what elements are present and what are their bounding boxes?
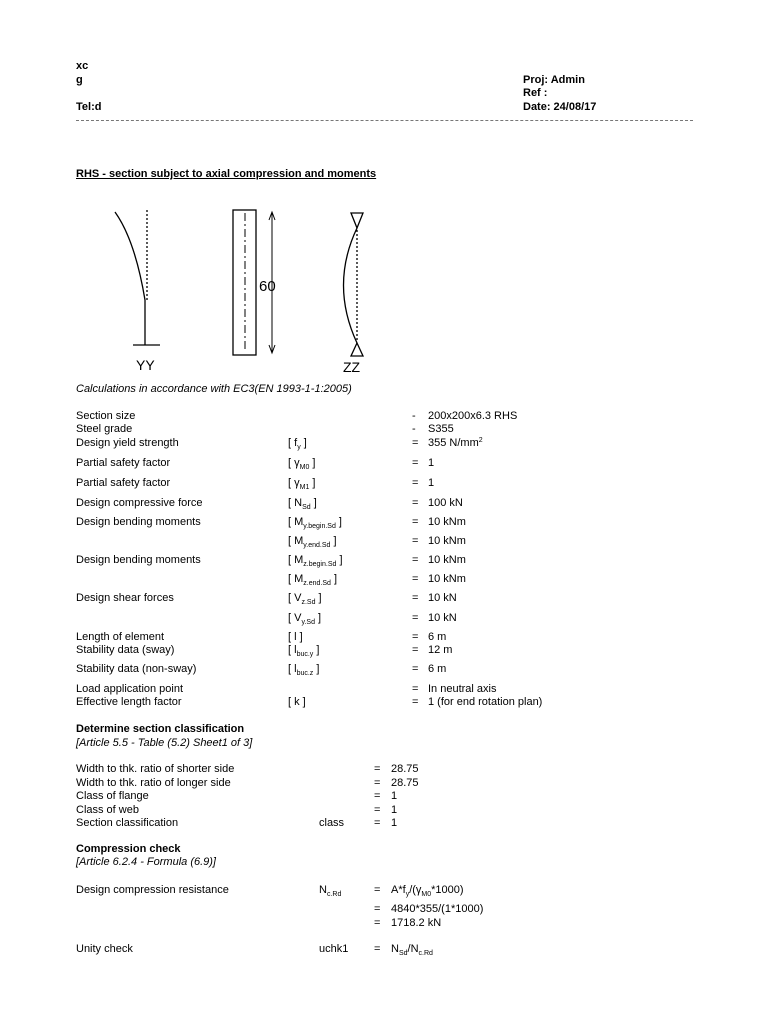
input-label: Load application point [76, 683, 184, 695]
classification-label: Width to thk. ratio of longer side [76, 777, 231, 789]
classification-symbol: class [319, 817, 345, 829]
member-diagram [0, 0, 768, 400]
classification-ref: [Article 5.5 - Table (5.2) Sheet1 of 3] [76, 737, 253, 749]
input-value: S355 [428, 423, 454, 435]
resistance-symbol: $N_{c.Rd}$ [319, 884, 342, 898]
input-value: 200x200x6.3 RHS [428, 410, 518, 422]
resistance-substituted: 4840*355/(1*1000) [391, 903, 484, 915]
input-separator: = [412, 497, 419, 509]
input-symbol: [ $l_{buc.z}$ ] [288, 663, 320, 677]
company-line2: g [76, 74, 83, 86]
compression-heading: Compression check [76, 843, 181, 855]
classification-eq: = [374, 790, 381, 802]
input-label: Length of element [76, 631, 165, 643]
classification-heading: Determine section classification [76, 723, 245, 735]
resistance-result: 1718.2 kN [391, 917, 442, 929]
unity-label: Unity check [76, 943, 133, 955]
input-symbol: [ $\gamma_{M0}$ ] [288, 457, 316, 471]
input-label: Design bending moments [76, 554, 201, 566]
input-value: 100 kN [428, 497, 463, 509]
input-symbol: [ k ] [288, 696, 306, 708]
input-value: In neutral axis [428, 683, 497, 695]
zz-buckling-sketch [344, 213, 364, 356]
input-label: Section size [76, 410, 136, 422]
input-separator: = [412, 573, 419, 585]
classification-eq: = [374, 763, 381, 775]
input-label: Partial safety factor [76, 457, 171, 469]
input-separator: = [412, 612, 419, 624]
classification-value: 1 [391, 804, 398, 816]
length-label: 60 [259, 278, 276, 295]
input-value: 6 m [428, 663, 447, 675]
yy-axis-label: YY [136, 357, 155, 373]
company-line1: xc [76, 60, 89, 72]
input-symbol: [ $V_{y.Sd}$ ] [288, 612, 322, 626]
unity-symbol: uchk1 [319, 943, 349, 955]
input-symbol: [ $M_{y.end.Sd}$ ] [288, 535, 337, 549]
resistance-eq-3: = [374, 917, 381, 929]
input-separator: = [412, 457, 419, 469]
page-title: RHS - section subject to axial compression and moments [76, 168, 377, 180]
input-value: 10 kNm [428, 535, 466, 547]
input-separator: = [412, 535, 419, 547]
input-separator: - [412, 423, 416, 435]
input-label: Partial safety factor [76, 477, 171, 489]
input-label: Design yield strength [76, 437, 179, 449]
input-symbol: [ $V_{z.Sd}$ ] [288, 592, 322, 606]
input-label: Design shear forces [76, 592, 174, 604]
ref-line: Ref : [523, 87, 548, 99]
classification-label: Section classification [76, 817, 179, 829]
input-value: 1 [428, 477, 435, 489]
zz-axis-label: ZZ [343, 359, 361, 375]
classification-eq: = [374, 777, 381, 789]
resistance-formula: $A*f_y/(\gamma_{M0}*1000)$ [391, 884, 464, 898]
classification-value: 28.75 [391, 777, 419, 789]
input-separator: = [412, 644, 419, 656]
compression-ref: [Article 6.2.4 - Formula (6.9)] [76, 856, 216, 868]
input-label: Effective length factor [76, 696, 182, 708]
input-value: 10 kNm [428, 573, 466, 585]
input-value: 10 kN [428, 592, 457, 604]
input-separator: = [412, 477, 419, 489]
input-value: 10 kN [428, 612, 457, 624]
input-symbol: [ $N_{Sd}$ ] [288, 497, 317, 511]
input-symbol: [ $l_{buc.y}$ ] [288, 644, 320, 658]
input-label: Steel grade [76, 423, 133, 435]
yy-deflection-sketch [115, 210, 160, 345]
date-line: Date: 24/08/17 [523, 101, 597, 113]
unity-formula: $N_{Sd}/N_{c.Rd}$ [391, 943, 433, 957]
input-label: Design bending moments [76, 516, 201, 528]
input-separator: - [412, 410, 416, 422]
classification-label: Class of web [76, 804, 139, 816]
input-value: 355 $N/mm^2$ [428, 437, 483, 449]
classification-label: Width to thk. ratio of shorter side [76, 763, 235, 775]
input-value: 1 [428, 457, 435, 469]
classification-label: Class of flange [76, 790, 149, 802]
proj-line: Proj: Admin [523, 74, 585, 86]
classification-eq: = [374, 817, 381, 829]
input-separator: = [412, 554, 419, 566]
input-symbol: [ $f_y$ ] [288, 437, 307, 451]
reference-note: Calculations in accordance with EC3(EN 1993-1-1:2005) [76, 383, 352, 395]
input-separator: = [412, 592, 419, 604]
input-value: 6 m [428, 631, 447, 643]
input-symbol: [ $M_{z.begin.Sd}$ ] [288, 554, 343, 568]
input-separator: = [412, 696, 419, 708]
input-symbol: [ l ] [288, 631, 303, 643]
input-value: 10 kNm [428, 516, 466, 528]
input-separator: = [412, 683, 419, 695]
classification-value: 1 [391, 790, 398, 802]
classification-value: 28.75 [391, 763, 419, 775]
classification-value: 1 [391, 817, 398, 829]
tel-line: Tel:d [76, 101, 102, 113]
input-symbol: [ $M_{y.begin.Sd}$ ] [288, 516, 342, 530]
input-label: Stability data (sway) [76, 644, 175, 656]
resistance-label: Design compression resistance [76, 884, 229, 896]
input-symbol: [ $\gamma_{M1}$ ] [288, 477, 316, 491]
input-label: Design compressive force [76, 497, 203, 509]
input-separator: = [412, 516, 419, 528]
input-separator: = [412, 437, 419, 449]
input-separator: = [412, 663, 419, 675]
classification-eq: = [374, 804, 381, 816]
input-value: 1 (for end rotation plan) [428, 696, 543, 708]
input-label: Stability data (non-sway) [76, 663, 197, 675]
resistance-eq-1: = [374, 884, 381, 896]
input-value: 10 kNm [428, 554, 466, 566]
input-separator: = [412, 631, 419, 643]
input-value: 12 m [428, 644, 453, 656]
input-symbol: [ $M_{z.end.Sd}$ ] [288, 573, 338, 587]
resistance-eq-2: = [374, 903, 381, 915]
unity-eq: = [374, 943, 381, 955]
